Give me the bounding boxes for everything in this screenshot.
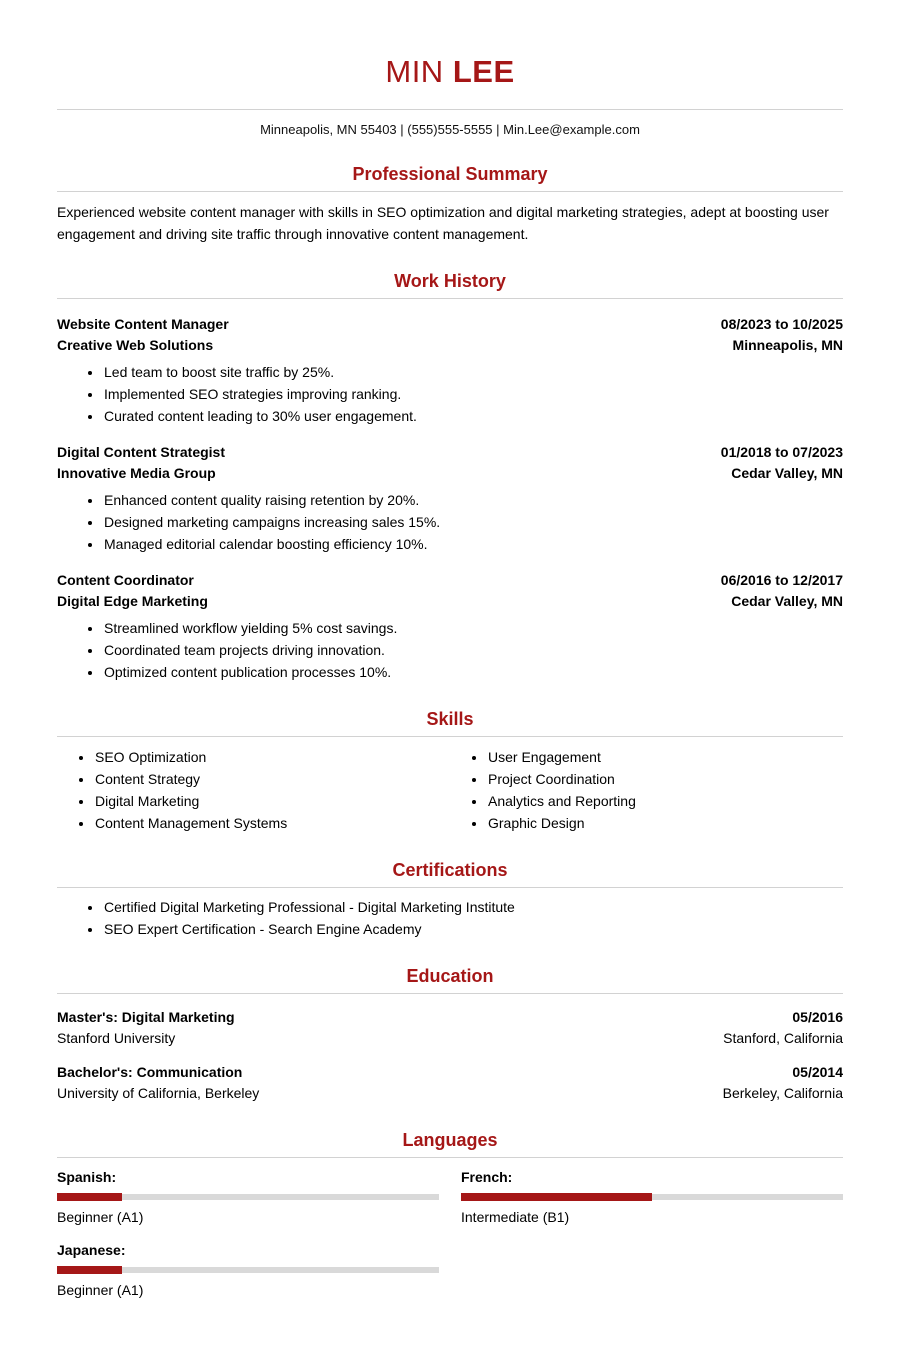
education-entry	[57, 1007, 843, 1049]
language-proficiency-fill	[461, 1193, 652, 1201]
job-bullet-list	[57, 617, 843, 683]
job-location: Cedar Valley, MN	[731, 465, 843, 481]
job-bullet: • Managed editorial calendar boosting efficiency 10%.	[103, 533, 843, 555]
language-level: Beginner (A1)	[57, 1209, 144, 1225]
job-role: Digital Content Strategist	[57, 444, 226, 460]
education-date: 05/2014	[792, 1064, 843, 1080]
language-proficiency-bar	[57, 1194, 439, 1200]
job-location: Cedar Valley, MN	[731, 593, 843, 609]
job-company-row	[57, 591, 843, 612]
language-item	[57, 1167, 439, 1227]
job-bullet: • Designed marketing campaigns increasing sales 15%.	[103, 511, 843, 533]
education-date: 05/2016	[792, 1009, 843, 1025]
summary-text: Experienced website content manager with skills in SEO optimization and digital marketing strategies, adept at boosting user engagement and driving site traffic through innovative content management.	[57, 204, 829, 242]
job-company: Innovative Media Group	[57, 465, 216, 481]
education-school-row	[57, 1083, 843, 1104]
education-location: Stanford, California	[723, 1030, 843, 1046]
language-proficiency-fill	[57, 1266, 122, 1274]
job-bullet-list	[57, 361, 843, 427]
education-degree: Bachelor's: Communication	[57, 1064, 243, 1080]
job-title-row	[57, 570, 843, 591]
education-entry	[57, 1062, 843, 1104]
job-entry	[57, 442, 843, 555]
candidate-first-name: MIN	[385, 54, 444, 89]
skill-item: • User Engagement	[487, 746, 843, 768]
job-bullet: • Optimized content publication processes 10%.	[103, 661, 843, 683]
education-location: Berkeley, California	[722, 1085, 843, 1101]
job-role: Website Content Manager	[57, 316, 229, 332]
divider-work-history	[57, 298, 843, 299]
job-entry	[57, 570, 843, 683]
divider-certifications	[57, 887, 843, 888]
skill-item: • SEO Optimization	[94, 746, 450, 768]
language-item	[461, 1167, 843, 1227]
education-degree-row	[57, 1007, 843, 1028]
section-title-skills: Skills	[426, 709, 474, 729]
job-bullet: • Implemented SEO strategies improving ranking.	[103, 383, 843, 405]
education-school: Stanford University	[57, 1030, 176, 1046]
language-name: French:	[461, 1169, 513, 1185]
job-company: Digital Edge Marketing	[57, 593, 208, 609]
skills-grid	[57, 740, 843, 834]
job-company: Creative Web Solutions	[57, 337, 214, 353]
job-title-row	[57, 442, 843, 463]
skill-item: • Analytics and Reporting	[487, 790, 843, 812]
skills-list	[57, 746, 450, 834]
section-title-work-history: Work History	[394, 271, 506, 291]
language-name: Spanish:	[57, 1169, 117, 1185]
job-company-row	[57, 463, 843, 484]
language-name: Japanese:	[57, 1242, 126, 1258]
candidate-name	[57, 54, 843, 90]
job-bullet: • Enhanced content quality raising retention by 20%.	[103, 489, 843, 511]
language-level: Beginner (A1)	[57, 1282, 144, 1298]
languages-grid	[57, 1167, 843, 1300]
job-dates: 08/2023 to 10/2025	[720, 316, 843, 332]
skills-list	[450, 746, 843, 834]
section-title-languages: Languages	[402, 1130, 498, 1150]
divider-education	[57, 993, 843, 994]
divider-skills	[57, 736, 843, 737]
job-bullet: • Led team to boost site traffic by 25%.	[103, 361, 843, 383]
section-title-professional-summary: Professional Summary	[352, 164, 548, 184]
job-bullet: • Coordinated team projects driving innovation.	[103, 639, 843, 661]
language-level: Intermediate (B1)	[461, 1209, 570, 1225]
job-dates: 06/2016 to 12/2017	[720, 572, 843, 588]
job-bullet: • Curated content leading to 30% user engagement.	[103, 405, 843, 427]
skills-column-left	[57, 740, 450, 834]
job-title-row	[57, 314, 843, 335]
section-title-education: Education	[406, 966, 494, 986]
skills-column-right	[450, 740, 843, 834]
job-dates: 01/2018 to 07/2023	[720, 444, 843, 460]
job-entry	[57, 314, 843, 427]
certification-list	[57, 896, 843, 940]
language-proficiency-bar	[57, 1267, 439, 1273]
contact-line: Minneapolis, MN 55403 | (555)555-5555 | Min.Lee@example.com	[260, 122, 640, 137]
divider-under-name	[57, 109, 843, 110]
language-proficiency-bar	[461, 1194, 843, 1200]
language-proficiency-fill	[57, 1193, 122, 1201]
certification-item: • Certified Digital Marketing Professional - Digital Marketing Institute	[103, 896, 843, 918]
skill-item: • Digital Marketing	[94, 790, 450, 812]
section-title-certifications: Certifications	[392, 860, 508, 880]
education-school: University of California, Berkeley	[57, 1085, 260, 1101]
skill-item: • Content Management Systems	[94, 812, 450, 834]
divider-languages	[57, 1157, 843, 1158]
job-location: Minneapolis, MN	[732, 337, 843, 353]
candidate-last-name: LEE	[452, 54, 515, 89]
skill-item: • Project Coordination	[487, 768, 843, 790]
skill-item: • Graphic Design	[487, 812, 843, 834]
education-degree: Master's: Digital Marketing	[57, 1009, 235, 1025]
certification-item: • SEO Expert Certification - Search Engine Academy	[103, 918, 843, 940]
job-bullet: • Streamlined workflow yielding 5% cost savings.	[103, 617, 843, 639]
certifications-block	[57, 896, 843, 940]
job-company-row	[57, 335, 843, 356]
education-degree-row	[57, 1062, 843, 1083]
skill-item: • Content Strategy	[94, 768, 450, 790]
job-role: Content Coordinator	[57, 572, 194, 588]
divider-summary	[57, 191, 843, 192]
education-school-row	[57, 1028, 843, 1049]
job-bullet-list	[57, 489, 843, 555]
language-item	[57, 1240, 439, 1300]
